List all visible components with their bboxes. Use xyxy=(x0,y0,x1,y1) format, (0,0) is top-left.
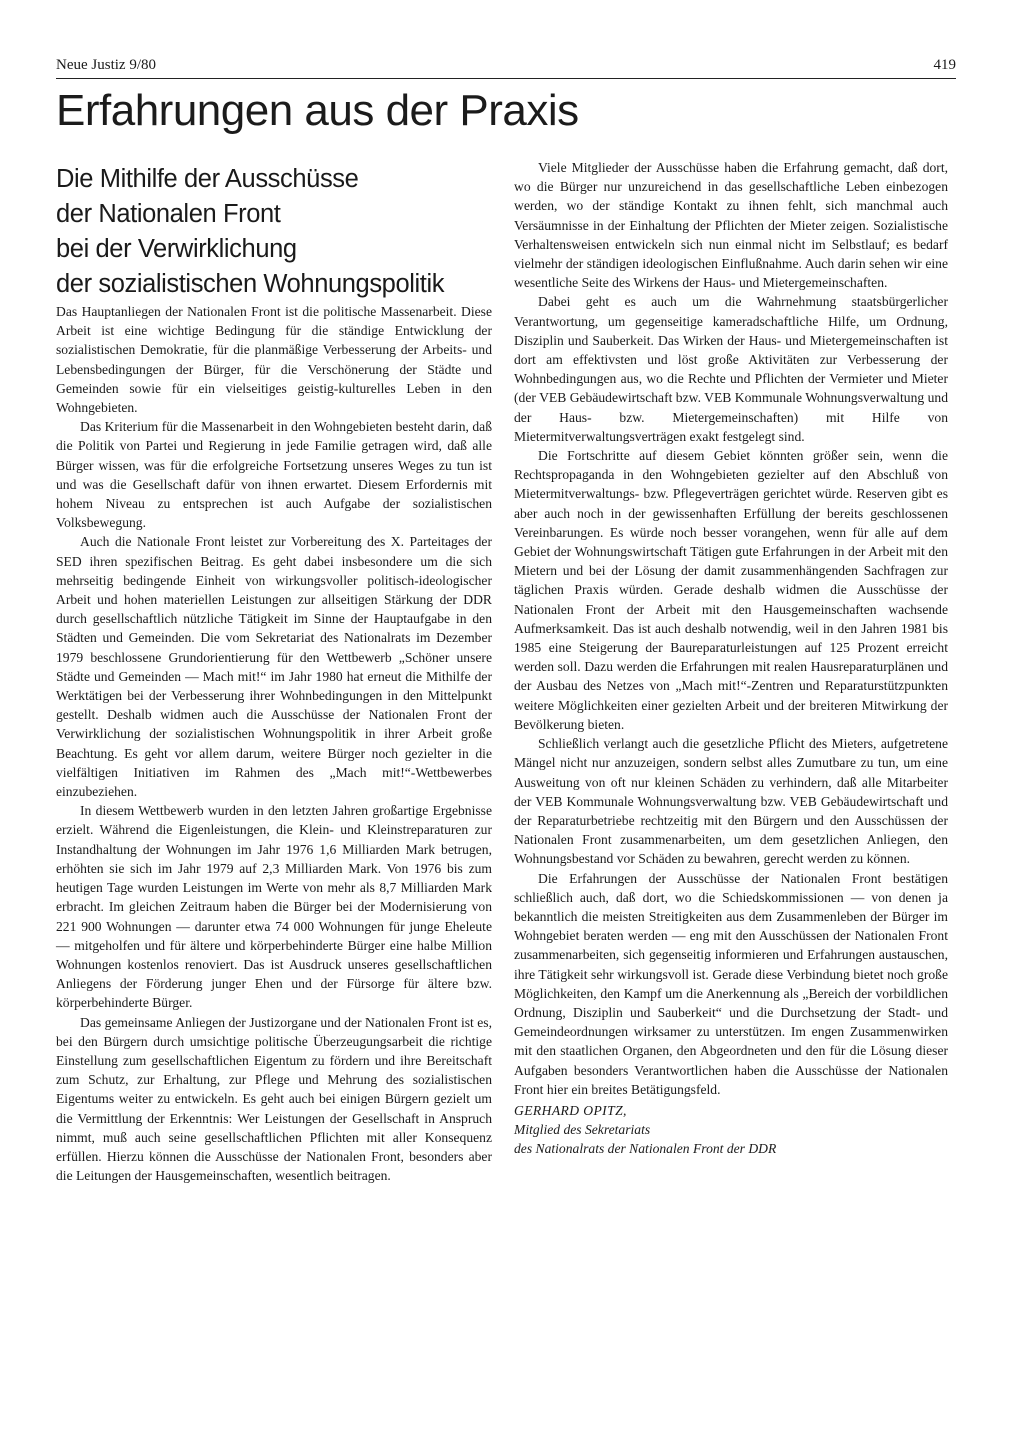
paragraph: Schließlich verlangt auch die gesetzliche Pflicht des Mieters, aufgetretene Mängel nicht nur anzuzeigen, sondern selbst alles Zumutbare zu tun, um eine Ausweitung von oft nur kleinen Schäden zu verhindern, daß alle Mitarbeiter der VEB Kommunale Wohnungsverwaltung bzw. VEB Gebäudewirtschaft und der Reparaturbetriebe rechtzeitig mit den Bürgern und den Ausschüssen der Nationalen Front zusammenarbeiten, um dem gesetzlichen Anliegen, den Wohnungsbestand vor Schäden zu bewahren, gerecht werden zu können. xyxy=(514,736,948,867)
signature-block xyxy=(514,1101,948,1159)
paragraph: Dabei geht es auch um die Wahrnehmung staatsbürgerlicher Verantwortung, um gegenseitige kameradschaftliche Hilfe, um Ordnung, Disziplin und Sauberkeit. Das Wirken der Haus- und Mietergemeinschaften ist dort am effektivsten und löst große Aktivitäten zur Verbesserung der Wohnbedingungen aus, wo die Rechte und Pflichten der Vermieter und Mieter (der VEB Gebäudewirtschaft bzw. VEB Kommunale Wohnungsverwaltung und der Haus- bzw. Mietergemeinschaften) mit Hilfe von Mietermitverwaltungsverträgen exakt festgelegt sind. xyxy=(514,294,948,444)
page-number: 419 xyxy=(933,57,956,73)
signature-organization: des Nationalrats der Nationalen Front der DDR xyxy=(514,1141,777,1157)
paragraph: Das gemeinsame Anliegen der Justizorgane und der Nationalen Front ist es, bei den Bürgern durch umsichtige politische Überzeugungsarbeit die richtige Einstellung zum gesellschaftlichen Eigentum zu fördern und ihre Bereitschaft zum Schutz, zur Erhaltung, zur Pflege und Mehrung des sozialistischen Eigentums weiter zu entwickeln. Es geht auch bei einigen Bürgern gezielt um die Vermittlung der Erkenntnis: Wer Leistungen der Gesellschaft in Anspruch nimmt, muß auch seine gesellschaftlichen Pflichten mit aller Konsequenz erfüllen. Hierzu können die Ausschüsse der Nationalen Front, besonders aber die Leitungen der Hausgemeinschaften, wesentlich beitragen. xyxy=(56,1014,492,1184)
signature-role: Mitglied des Sekretariats xyxy=(514,1122,651,1138)
signature-author: GERHARD OPITZ, xyxy=(514,1102,627,1118)
article-title-line: der sozialistischen Wohnungspolitik xyxy=(56,270,445,298)
paragraph: Die Fortschritte auf diesem Gebiet könnten größer sein, wenn die Rechtspropaganda in den Wohngebieten gezielter auf den Abschluß von Mietermitverwaltungs- bzw. Pflegeverträgen gerichtet würde. Reserven gibt es aber auch noch in der gewissenhaften Erfüllung der bereits geschlossenen Vereinbarungen. Es würde noch besser vorangehen, wenn für alle auf dem Gebiet der Wohnungswirtschaft Tätigen gute Erfahrungen in der Arbeit mit den Mietern und bei der Lösung der damit zusammenhängenden Sachfragen zur täglichen Praxis würden. Gerade deshalb widmen die Ausschüsse der Nationalen Front der Arbeit mit den Hausgemeinschaften wachsende Aufmerksamkeit. Das ist auch deshalb notwendig, weil in den Jahren 1981 bis 1985 eine Steigerung der Baureparaturleistungen auf 125 Prozent erreicht werden soll. Dazu werden die Erfahrungen mit realen Hausreparaturplänen und der Ausbau des Netzes von „Mach mit!“-Zentren und Reparaturstützpunkten weitere Möglichkeiten einer gezielten Arbeit und der breiteren Mitwirkung der Bevölkerung bieten. xyxy=(514,448,948,732)
article-title-line: bei der Verwirklichung xyxy=(56,235,297,263)
paragraph: In diesem Wettbewerb wurden in den letzten Jahren großartige Ergebnisse erzielt. Während die Eigenleistungen, die Klein- und Kleinstreparaturen zur Instandhaltung der Wohnungen im Jahr 1976 1,6 Milliarden Mark betrugen, erhöhten sie sich im Jahr 1979 auf 2,3 Milliarden Mark. Von 1976 bis zum heutigen Tage wurden Leistungen im Werte von mehr als 8,7 Milliarden Mark erbracht. Im gleichen Zeitraum haben die Bürger bei der Modernisierung von 221 900 Wohnungen — darunter etwa 74 000 Wohnungen für junge Eheleute — mitgeholfen und für ältere und körperbehinderte Bürger eine halbe Million Wohnungen kostenlos renoviert. Das ist Ausdruck unseres gesellschaftlichen Anliegens der Förderung junger Ehen und der Fürsorge für ältere bzw. körperbehinderte Bürger. xyxy=(56,803,492,1011)
paragraph: Auch die Nationale Front leistet zur Vorbereitung des X. Parteitages der SED ihren spezifischen Beitrag. Es geht dabei insbesondere um die sich mehrseitig bedingende Einheit von wirkungsvoller politisch-ideologischer Arbeit und hohen materiellen Leistungen zur allseitigen Stärkung der DDR durch gesellschaftlich nützliche Tätigkeit im Sinne der Hauptaufgabe in den Städten und Gemeinden. Die vom Sekretariat des Nationalrats im Dezember 1979 beschlossene Grundorientierung für den Wettbewerb „Schöner unsere Städte und Gemeinden — Mach mit!“ im Jahr 1980 hat erneut die Mithilfe der Werktätigen bei der Verbesserung ihrer Wohnbedingungen in den Mittelpunkt gestellt. Deshalb widmen auch die Ausschüsse der Nationalen Front der Verwirklichung der sozialistischen Wohnungspolitik in ihrer Arbeit große Beachtung. Es geht vor allem darum, weitere Bürger noch gezielter in die vielfältigen Initiativen im Rahmen des „Mach mit!“-Wettbewerbes einzubeziehen. xyxy=(56,534,492,800)
paragraph: Die Erfahrungen der Ausschüsse der Nationalen Front bestätigen schließlich auch, daß dort, wo die Schiedskommissionen — von denen ja bekanntlich die meisten Streitigkeiten aus dem Zusammenleben der Bürger im Wohngebiet beraten werden — eng mit den Ausschüssen der Nationalen Front zusammenarbeiten, sich gegenseitig informieren und Erfahrungen austauschen, ihre Tätigkeit sehr wirkungsvoll ist. Gerade diese Verbindung bietet noch große Möglichkeiten, den Kampf um die Anerkennung als „Bereich der vorbildlichen Ordnung, Disziplin und Sauberkeit“ und die Durchsetzung der Stadt- und Gemeindeordnungen wirksamer zu unterstützen. Im engen Zusammenwirken mit den staatlichen Organen, den Abgeordneten und den für die Lösung dieser Aufgaben besonders Verantwortlichen haben die Ausschüsse der Nationalen Front hier ein breites Betätigungsfeld. xyxy=(514,870,948,1097)
left-column xyxy=(56,302,492,1185)
journal-issue: Neue Justiz 9/80 xyxy=(56,57,156,73)
article-title-line: der Nationalen Front xyxy=(56,200,281,228)
article-title xyxy=(56,162,456,302)
paragraph: Das Hauptanliegen der Nationalen Front ist die politische Massenarbeit. Diese Arbeit ist eine wichtige Bedingung für die ständige Entwicklung der sozialistischen Demokratie, für die planmäßige Verbesserung der Arbeits- und Lebensbedingungen der Bürger, für die Verschönerung der Städte und Gemeinden sowie für ein vielseitiges geistig-kulturelles Leben in den Wohngebieten. xyxy=(56,304,492,416)
header-rule xyxy=(56,78,956,79)
right-column xyxy=(514,158,948,1159)
running-header xyxy=(56,56,956,74)
paragraph: Das Kriterium für die Massenarbeit in den Wohngebieten besteht darin, daß die Politik von Partei und Regierung in jede Familie getragen wird, daß alle Bürger wissen, was für die erfolgreiche Fortsetzung unseres Weges zu tun ist und was die Gesellschaft dafür von ihnen erwartet. Diesem Erfordernis mit hohem Niveau zu entsprechen ist auch Aufgabe der sozialistischen Volksbewegung. xyxy=(56,419,492,531)
section-title: Erfahrungen aus der Praxis xyxy=(56,86,579,135)
article-title-line: Die Mithilfe der Ausschüsse xyxy=(56,165,359,193)
paragraph: Viele Mitglieder der Ausschüsse haben die Erfahrung gemacht, daß dort, wo die Bürger nur unzureichend in das gesellschaftliche Leben einbezogen werden, wo der ständige Kontakt zu ihnen fehlt, sich manchmal auch Versäumnisse in der Einhaltung der Pflichten der Mieter zeigen. Sozialistische Verhaltensweisen entwickeln sich nun einmal nicht im Selbstlauf; es bedarf vielmehr der ständigen ideologischen Einflußnahme. Auch darin sehen wir eine wesentliche Seite des Wirkens der Haus- und Mietergemeinschaften. xyxy=(514,160,948,291)
